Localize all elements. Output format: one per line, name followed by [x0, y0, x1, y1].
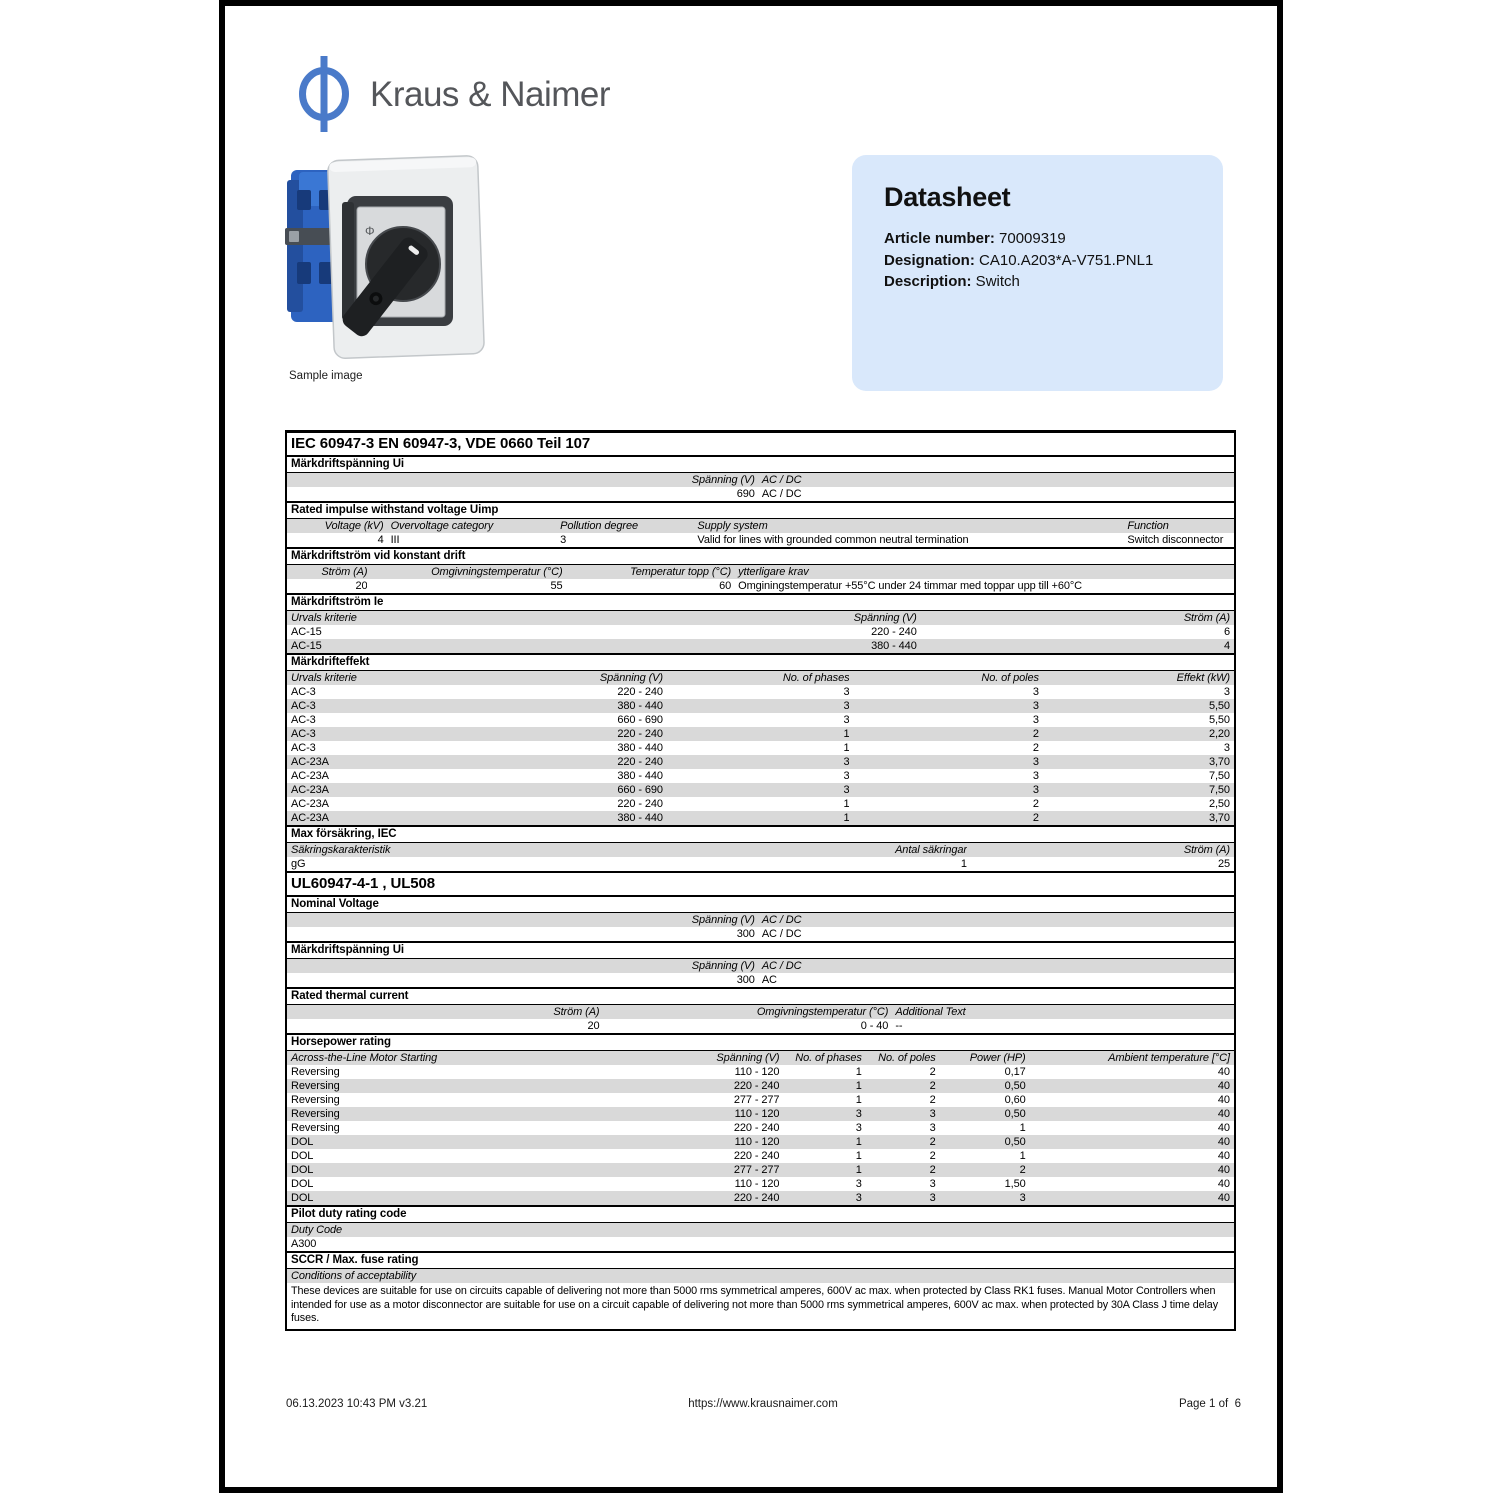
- table-cell: 3: [1223, 686, 1230, 698]
- table-row: [287, 1149, 1234, 1163]
- brand-logo: [295, 56, 610, 132]
- table-cell: Urvals kriterie: [291, 612, 357, 624]
- table-cell: No. of phases: [782, 672, 850, 684]
- table-cell: 1: [843, 798, 850, 810]
- table-cell: Reversing: [291, 1094, 340, 1106]
- table-row: [287, 487, 1234, 501]
- table-cell: 2: [1019, 1164, 1026, 1176]
- table-header-row: [287, 519, 1234, 533]
- table-cell: 25: [1217, 858, 1230, 870]
- table-cell: 40: [1217, 1094, 1230, 1106]
- table-cell: 1: [855, 1066, 862, 1078]
- table-cell: AC: [761, 974, 777, 986]
- table-cell: 2,20: [1208, 728, 1230, 740]
- table-row: [287, 1163, 1234, 1177]
- table-cell: 2: [929, 1080, 936, 1092]
- table-cell: 220 - 240: [617, 728, 663, 740]
- table-row: [287, 727, 1234, 741]
- table-cell: 2: [1032, 728, 1039, 740]
- table-cell: AC-3: [291, 742, 316, 754]
- section-title: IEC 60947-3 EN 60947-3, VDE 0660 Teil 107: [287, 433, 1234, 457]
- datasheet-field: Designation: CA10.A203*A-V751.PNL1: [884, 251, 1154, 269]
- table-cell: AC / DC: [761, 474, 802, 486]
- table-row: [287, 741, 1234, 755]
- table-cell: 380 - 440: [871, 640, 917, 652]
- table-cell: 4: [377, 534, 384, 546]
- phi-logo-icon: [295, 56, 353, 132]
- table-cell: Voltage (kV): [324, 520, 384, 532]
- table-cell: 3: [1032, 770, 1039, 782]
- table-cell: 0,60: [1004, 1094, 1026, 1106]
- table-row: [287, 811, 1234, 825]
- table-cell: 2: [1032, 798, 1039, 810]
- table-cell: 3: [1032, 714, 1039, 726]
- table-cell: 220 - 240: [733, 1150, 780, 1162]
- table-cell: AC / DC: [761, 928, 802, 940]
- table-cell: DOL: [291, 1192, 314, 1204]
- datasheet-field: Description: Switch: [884, 273, 1020, 290]
- table-cell: 1: [1019, 1122, 1026, 1134]
- table-cell: 40: [1217, 1080, 1230, 1092]
- table-cell: 20: [355, 580, 368, 592]
- table-cell: 2: [1032, 812, 1039, 824]
- table-cell: 0 - 40: [860, 1020, 889, 1032]
- table-cell: AC-23A: [291, 812, 329, 824]
- table-cell: 1,50: [1004, 1178, 1026, 1190]
- table-cell: 3: [1032, 700, 1039, 712]
- table-cell: Function: [1127, 520, 1169, 532]
- block-heading: Märkdriftspänning Ui: [287, 457, 1234, 473]
- table-cell: 40: [1217, 1150, 1230, 1162]
- table-cell: 380 - 440: [617, 770, 663, 782]
- block-heading: Märkdriftström vid konstant drift: [287, 547, 1234, 565]
- table-cell: 380 - 440: [617, 700, 663, 712]
- table-cell: AC-23A: [291, 770, 329, 782]
- table-cell: 110 - 120: [734, 1066, 780, 1078]
- table-cell: 277 - 277: [733, 1164, 780, 1176]
- table-cell: 300: [736, 928, 755, 940]
- table-cell: 1: [960, 858, 967, 870]
- table-cell: 220 - 240: [871, 626, 917, 638]
- table-cell: 1: [855, 1150, 862, 1162]
- table-cell: AC-15: [291, 640, 322, 652]
- table-cell: 2: [1032, 742, 1039, 754]
- table-row: [287, 533, 1234, 547]
- table-header-row: [287, 611, 1234, 625]
- table-cell: 3: [1032, 686, 1039, 698]
- table-cell: 1: [843, 728, 850, 740]
- datasheet-title: Datasheet: [884, 182, 1011, 212]
- table-cell: 60: [719, 580, 732, 592]
- table-cell: 3: [929, 1178, 936, 1190]
- table-cell: AC-3: [291, 686, 316, 698]
- table-cell: 40: [1217, 1164, 1230, 1176]
- table-cell: Spänning (V): [853, 612, 917, 624]
- table-cell: 1: [1019, 1150, 1026, 1162]
- table-cell: AC / DC: [761, 488, 802, 500]
- table-row: [287, 1065, 1234, 1079]
- table-cell: No. of poles: [981, 672, 1039, 684]
- table-cell: 7,50: [1208, 770, 1230, 782]
- table-cell: Supply system: [697, 520, 768, 532]
- table-cell: Overvoltage category: [390, 520, 494, 532]
- table-cell: 0,50: [1004, 1108, 1026, 1120]
- table-cell: Switch disconnector: [1127, 534, 1224, 546]
- table-header-row: [287, 1223, 1234, 1237]
- table-cell: 3: [1223, 742, 1230, 754]
- table-cell: AC / DC: [761, 960, 802, 972]
- section-title: UL60947-4-1 , UL508: [287, 871, 1234, 897]
- table-cell: Conditions of acceptability: [291, 1270, 417, 1282]
- table-cell: 40: [1217, 1136, 1230, 1148]
- table-row: [287, 1079, 1234, 1093]
- table-cell: Pollution degree: [560, 520, 638, 532]
- table-cell: 3: [843, 756, 850, 768]
- table-cell: DOL: [291, 1164, 314, 1176]
- table-cell: Ström (A): [1183, 612, 1230, 624]
- table-cell: 3: [843, 784, 850, 796]
- table-cell: Ambient temperature [°C]: [1108, 1052, 1230, 1064]
- table-cell: 3: [843, 686, 850, 698]
- table-cell: AC-23A: [291, 798, 329, 810]
- block-heading: Märkdriftström Ie: [287, 593, 1234, 611]
- table-cell: 110 - 120: [734, 1178, 780, 1190]
- table-cell: 1: [855, 1136, 862, 1148]
- table-header-row: [287, 959, 1234, 973]
- table-cell: DOL: [291, 1150, 314, 1162]
- table-row: [287, 783, 1234, 797]
- table-row: [287, 1283, 1234, 1329]
- table-cell: Reversing: [291, 1108, 340, 1120]
- block-heading: Horsepower rating: [287, 1033, 1234, 1051]
- table-cell: 3: [1032, 756, 1039, 768]
- table-header-row: [287, 1269, 1234, 1283]
- table-cell: AC-15: [291, 626, 322, 638]
- table-cell: 0,50: [1004, 1136, 1026, 1148]
- table-cell: Duty Code: [291, 1224, 343, 1236]
- footer-page-number: Page 1 of 6: [1178, 1398, 1241, 1410]
- table-cell: No. of phases: [795, 1052, 862, 1064]
- table-cell: Säkringskarakteristik: [291, 844, 391, 856]
- table-cell: Valid for lines with grounded common neutral termination: [697, 534, 969, 546]
- table-row: [287, 797, 1234, 811]
- table-cell: Spänning (V): [599, 672, 663, 684]
- table-cell: 40: [1217, 1108, 1230, 1120]
- table-cell: 660 - 690: [617, 714, 663, 726]
- table-cell: 3,70: [1208, 756, 1230, 768]
- table-cell: 3: [843, 714, 850, 726]
- table-header-row: [287, 1051, 1234, 1065]
- table-cell: 690: [736, 488, 755, 500]
- table-cell: 220 - 240: [733, 1080, 780, 1092]
- table-cell: 220 - 240: [617, 686, 663, 698]
- table-cell: 3: [929, 1122, 936, 1134]
- table-cell: AC / DC: [761, 914, 802, 926]
- table-cell: 1: [843, 742, 850, 754]
- block-heading: SCCR / Max. fuse rating: [287, 1251, 1234, 1269]
- table-cell: 0,50: [1004, 1080, 1026, 1092]
- table-cell: 3: [843, 770, 850, 782]
- table-header-row: [287, 913, 1234, 927]
- table-cell: Antal säkringar: [895, 844, 967, 856]
- table-row: [287, 769, 1234, 783]
- table-cell: 40: [1217, 1178, 1230, 1190]
- table-cell: 40: [1217, 1122, 1230, 1134]
- table-header-row: [287, 1005, 1234, 1019]
- table-cell: Across-the-Line Motor Starting: [291, 1052, 438, 1064]
- block-heading: Märkdriftspänning Ui: [287, 941, 1234, 959]
- table-row: [287, 1237, 1234, 1251]
- table-cell: 3: [1019, 1192, 1026, 1204]
- table-cell: 3: [855, 1122, 862, 1134]
- table-cell: Effekt (kW): [1176, 672, 1230, 684]
- table-cell: Ström (A): [1183, 844, 1230, 856]
- table-cell: 3: [929, 1108, 936, 1120]
- table-cell: 277 - 277: [733, 1094, 780, 1106]
- table-cell: Temperatur topp (°C): [630, 566, 732, 578]
- table-cell: 4: [1223, 640, 1230, 652]
- table-cell: 2: [929, 1066, 936, 1078]
- table-row: [287, 1191, 1234, 1205]
- table-cell: 380 - 440: [617, 742, 663, 754]
- table-cell: 220 - 240: [617, 798, 663, 810]
- table-row: [287, 1121, 1234, 1135]
- table-cell: 0,17: [1004, 1066, 1026, 1078]
- table-cell: Ström (A): [321, 566, 368, 578]
- table-cell: Ström (A): [553, 1006, 600, 1018]
- table-cell: DOL: [291, 1178, 314, 1190]
- table-cell: These devices are suitable for use on circuits capable of delivering not more than 5000 rms symmetrical amperes, 600V ac max. when protected by Class RK1 fuses. Manual Motor Controllers when intended for use as a motor disconnector are suitable for use on a circuit capable of delivering not more than 5000 rms symmetrical amperes, 600V ac max. when protected by 30A Class J time delay fuses.: [291, 1285, 1219, 1324]
- table-cell: 5,50: [1208, 700, 1230, 712]
- block-heading: Rated thermal current: [287, 987, 1234, 1005]
- table-cell: 2: [929, 1164, 936, 1176]
- table-cell: AC-23A: [291, 756, 329, 768]
- table-cell: ytterligare krav: [738, 566, 809, 578]
- table-row: [287, 1177, 1234, 1191]
- table-cell: 5,50: [1208, 714, 1230, 726]
- table-cell: 220 - 240: [733, 1122, 780, 1134]
- table-row: [287, 927, 1234, 941]
- table-row: [287, 1107, 1234, 1121]
- block-heading: Märkdrifteffekt: [287, 653, 1234, 671]
- table-header-row: [287, 843, 1234, 857]
- table-cell: Spänning (V): [691, 474, 755, 486]
- table-header-row: [287, 671, 1234, 685]
- table-cell: AC-23A: [291, 784, 329, 796]
- table-row: [287, 713, 1234, 727]
- table-row: [287, 685, 1234, 699]
- table-row: [287, 755, 1234, 769]
- table-cell: AC-3: [291, 714, 316, 726]
- table-cell: 55: [550, 580, 563, 592]
- table-cell: 3: [855, 1108, 862, 1120]
- table-cell: --: [895, 1020, 903, 1032]
- table-cell: Omgivningstemperatur (°C): [431, 566, 563, 578]
- table-cell: 300: [736, 974, 755, 986]
- table-row: [287, 639, 1234, 653]
- table-row: [287, 625, 1234, 639]
- table-cell: A300: [291, 1238, 317, 1250]
- table-cell: 660 - 690: [617, 784, 663, 796]
- table-cell: AC-3: [291, 728, 316, 740]
- table-cell: 3: [843, 700, 850, 712]
- table-cell: 1: [855, 1094, 862, 1106]
- table-row: [287, 1135, 1234, 1149]
- table-cell: 40: [1217, 1066, 1230, 1078]
- table-cell: gG: [291, 858, 306, 870]
- table-cell: III: [390, 534, 400, 546]
- table-row: [287, 973, 1234, 987]
- table-cell: 1: [843, 812, 850, 824]
- table-row: [287, 699, 1234, 713]
- sample-image-caption: Sample image: [289, 370, 363, 382]
- footer-date-version: 06.13.2023 10:43 PM v3.21: [286, 1398, 428, 1410]
- footer-url[interactable]: https://www.krausnaimer.com: [688, 1398, 838, 1410]
- table-cell: 220 - 240: [617, 756, 663, 768]
- table-cell: Omgivningstemperatur (°C): [756, 1006, 889, 1018]
- table-cell: 2,50: [1208, 798, 1230, 810]
- table-cell: 220 - 240: [733, 1192, 780, 1204]
- datasheet-fields: [884, 228, 1191, 293]
- table-cell: 40: [1217, 1192, 1230, 1204]
- table-cell: 380 - 440: [617, 812, 663, 824]
- table-cell: Spänning (V): [691, 914, 755, 926]
- table-header-row: [287, 473, 1234, 487]
- table-cell: 110 - 120: [734, 1136, 780, 1148]
- block-heading: Pilot duty rating code: [287, 1205, 1234, 1223]
- table-cell: Spänning (V): [716, 1052, 780, 1064]
- table-header-row: [287, 565, 1234, 579]
- table-cell: 2: [929, 1150, 936, 1162]
- table-row: [287, 1093, 1234, 1107]
- table-cell: 2: [929, 1094, 936, 1106]
- datasheet-box: [852, 155, 1223, 391]
- table-cell: 7,50: [1208, 784, 1230, 796]
- block-heading: Rated impulse withstand voltage Uimp: [287, 501, 1234, 519]
- table-cell: 110 - 120: [734, 1108, 780, 1120]
- table-cell: Reversing: [291, 1066, 340, 1078]
- table-cell: 1: [855, 1164, 862, 1176]
- brand-name: Kraus & Naimer: [370, 74, 611, 114]
- block-heading: Nominal Voltage: [287, 897, 1234, 913]
- table-cell: Spänning (V): [691, 960, 755, 972]
- table-cell: Urvals kriterie: [291, 672, 357, 684]
- table-cell: Omginingstemperatur +55°C under 24 timmar med toppar upp till +60°C: [738, 580, 1083, 592]
- table-cell: Power (HP): [969, 1052, 1026, 1064]
- table-row: [287, 1019, 1234, 1033]
- table-cell: 2: [929, 1136, 936, 1148]
- datasheet-field: Article number: 70009319: [884, 230, 1066, 247]
- table-cell: 6: [1223, 626, 1230, 638]
- table-row: [287, 857, 1234, 871]
- table-cell: 3: [855, 1192, 862, 1204]
- page-footer: [285, 1398, 1241, 1412]
- table-cell: 1: [855, 1080, 862, 1092]
- block-heading: Max försäkring, IEC: [287, 825, 1234, 843]
- spec-table: [285, 430, 1236, 1331]
- table-cell: No. of poles: [878, 1052, 936, 1064]
- table-cell: Additional Text: [895, 1006, 966, 1018]
- table-cell: Reversing: [291, 1122, 340, 1134]
- table-cell: DOL: [291, 1136, 314, 1148]
- document-page: [219, 0, 1283, 1493]
- table-cell: 20: [587, 1020, 600, 1032]
- table-cell: 3: [1032, 784, 1039, 796]
- table-cell: 3: [560, 534, 567, 546]
- table-cell: 3: [855, 1178, 862, 1190]
- table-cell: 3,70: [1208, 812, 1230, 824]
- table-cell: 3: [929, 1192, 936, 1204]
- table-row: [287, 579, 1234, 593]
- product-image: [285, 150, 489, 368]
- table-cell: Reversing: [291, 1080, 340, 1092]
- plate-phi-icon: Φ: [365, 224, 375, 238]
- table-cell: AC-3: [291, 700, 316, 712]
